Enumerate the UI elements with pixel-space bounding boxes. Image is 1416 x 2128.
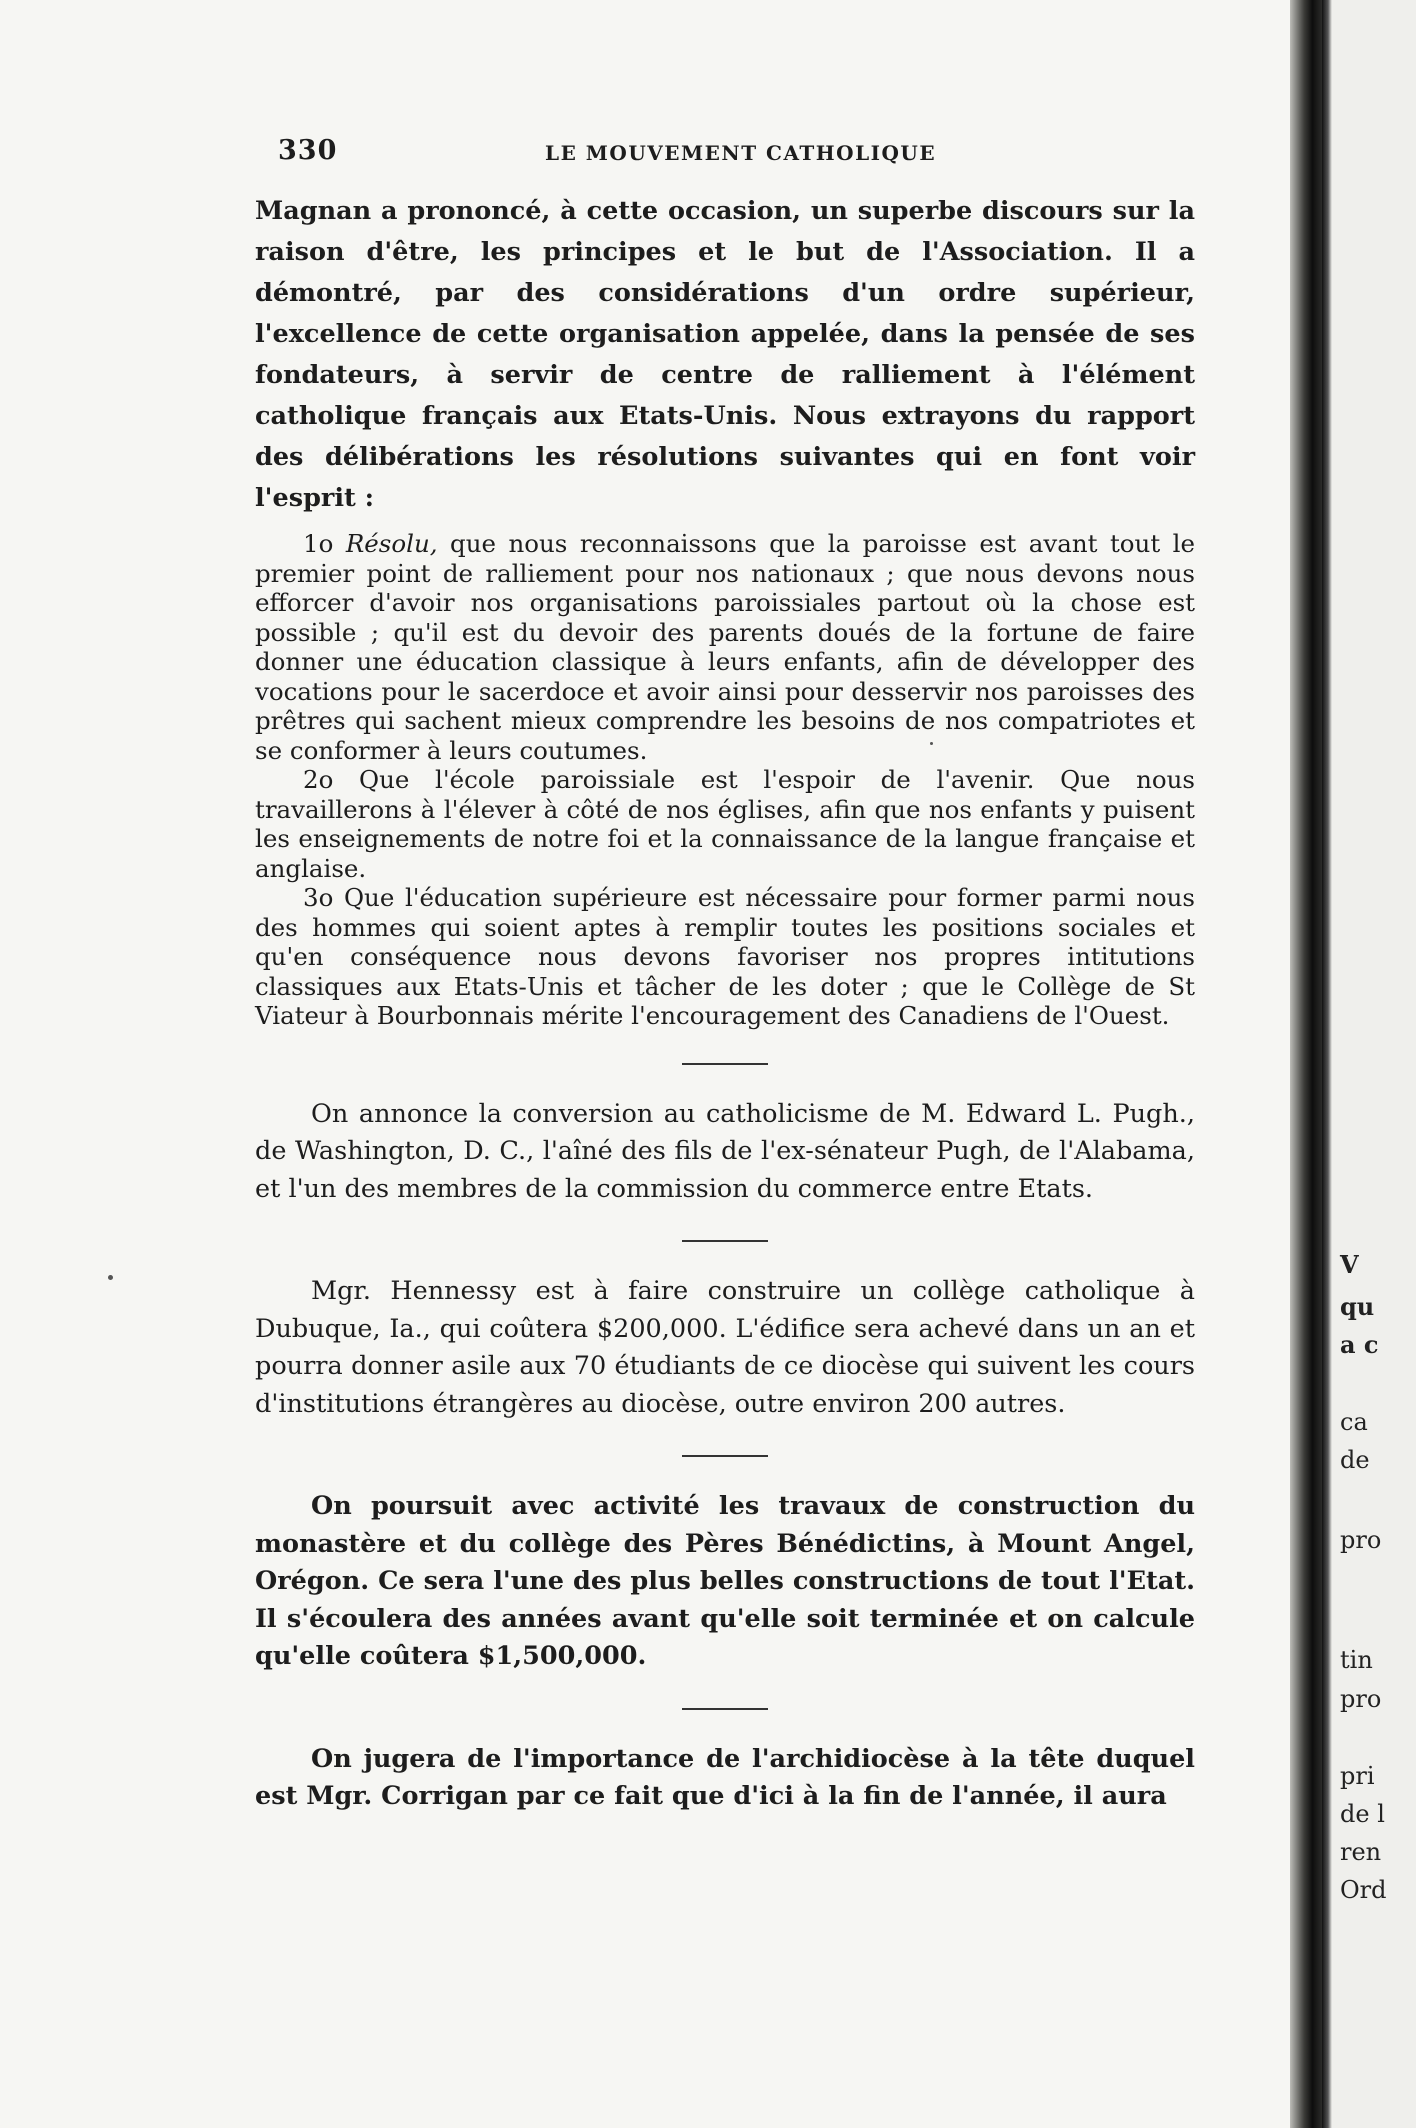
facing-fragment: ca [1340,1408,1368,1436]
scan-speck [108,1275,113,1280]
news-item: On poursuit avec activité les travaux de construction du monastère et du collège des Pères Bénédictins, à Mount Angel, Orégon. Ce sera l'une des plus belles constructions de tout l'Etat. Il s'écoulera des années avant qu'elle soit terminée et on calcule qu'elle coûtera $1,500,000. [255,1491,1195,1671]
news-item: Mgr. Hennessy est à faire construire un collège catholique à Dubuque, Ia., qui coûtera $200,000. L'édifice sera achevé dans un an et pourra donner asile aux 70 étudiants de ce diocèse qui suivent les cours d'institutions étrangères au diocèse, outre environ 200 autres. [255,1276,1195,1419]
scan-speck [930,742,933,745]
facing-fragment: tin [1340,1646,1373,1674]
facing-fragment: Ord [1340,1876,1387,1904]
book-gutter [1290,0,1322,2128]
resolution-item [255,883,1195,1031]
facing-fragment: de l [1340,1800,1385,1828]
facing-fragment: pro [1340,1685,1382,1713]
intro-paragraph: Magnan a prononcé, à cette occasion, un superbe discours sur la raison d'être, les principes et le but de l'Association. Il a démontré, par des considérations d'un ordre supérieur, l'excellence de cette organisation appelée, dans la pensée de ses fondateurs, à servir de centre de ralliement à l'élément catholique français aux Etats-Unis. Nous extrayons du rapport des délibérations les résolutions suivantes qui en font voir l'esprit : [255,196,1195,513]
section-divider [682,1455,768,1457]
resolution-item [255,765,1195,883]
resolution-number: 2o [303,765,334,794]
facing-fragment: V [1340,1250,1359,1279]
news-item: On jugera de l'importance de l'archidiocèse à la tête duquel est Mgr. Corrigan par ce fait que d'ici à la fin de l'année, il aura [255,1743,1195,1811]
facing-fragment: a c [1340,1330,1379,1359]
facing-page-edge [1322,0,1332,2128]
facing-fragment: qu [1340,1292,1375,1321]
facing-fragment: pri [1340,1762,1375,1790]
resolution-text: que nous reconnaissons que la paroisse est avant tout le premier point de ralliement pour nos nationaux ; que nous devons nous efforcer d'avoir nos organisations paroissiales partout où la chose est possible ; qu'il est du devoir des parents doués de la fortune de faire donner une éducation classique à leurs enfants, afin de développer des vocations pour le sacerdoce et avoir ainsi pour desservir nos paroisses des prêtres qui sachent mieux comprendre les besoins de nos compatriotes et se conformer à leurs coutumes. [255,529,1195,765]
resolution-text: Que l'éducation supérieure est nécessaire pour former parmi nous des hommes qui soient aptes à remplir toutes les positions sociales et qu'en conséquence nous devons favoriser nos propres intitutions classiques aux Etats-Unis et tâcher de les doter ; que le Collège de St Viateur à Bourbonnais mérite l'encouragement des Canadiens de l'Ouest. [255,883,1195,1030]
news-item: On annonce la conversion au catholicisme de M. Edward L. Pugh., de Washington, D. C., l'aîné des fils de l'ex-sénateur Pugh, de l'Alabama, et l'un des membres de la commission du commerce entre Etats. [255,1098,1195,1204]
resolution-text: Que l'école paroissiale est l'espoir de l'avenir. Que nous travaillerons à l'élever à côté de nos églises, afin que nos enfants y puisent les enseignements de notre foi et la connaissance de la langue française et anglaise. [255,765,1195,883]
section-divider [682,1708,768,1710]
resolution-number: 1o [303,529,334,558]
resolution-item [255,529,1195,765]
resolutions-list [255,529,1195,1031]
resolution-number: 3o [303,883,334,912]
page-header [255,135,1195,177]
section-divider [682,1063,768,1065]
running-head: LE MOUVEMENT CATHOLIQUE [545,141,937,165]
facing-fragment: pro [1340,1526,1382,1554]
resolution-lead: Résolu, [345,529,438,558]
facing-fragment: de [1340,1446,1370,1474]
section-divider [682,1240,768,1242]
facing-fragment: ren [1340,1838,1382,1866]
page-number: 330 [278,135,338,166]
page-content [255,135,1195,1816]
facing-page [1322,0,1416,2128]
